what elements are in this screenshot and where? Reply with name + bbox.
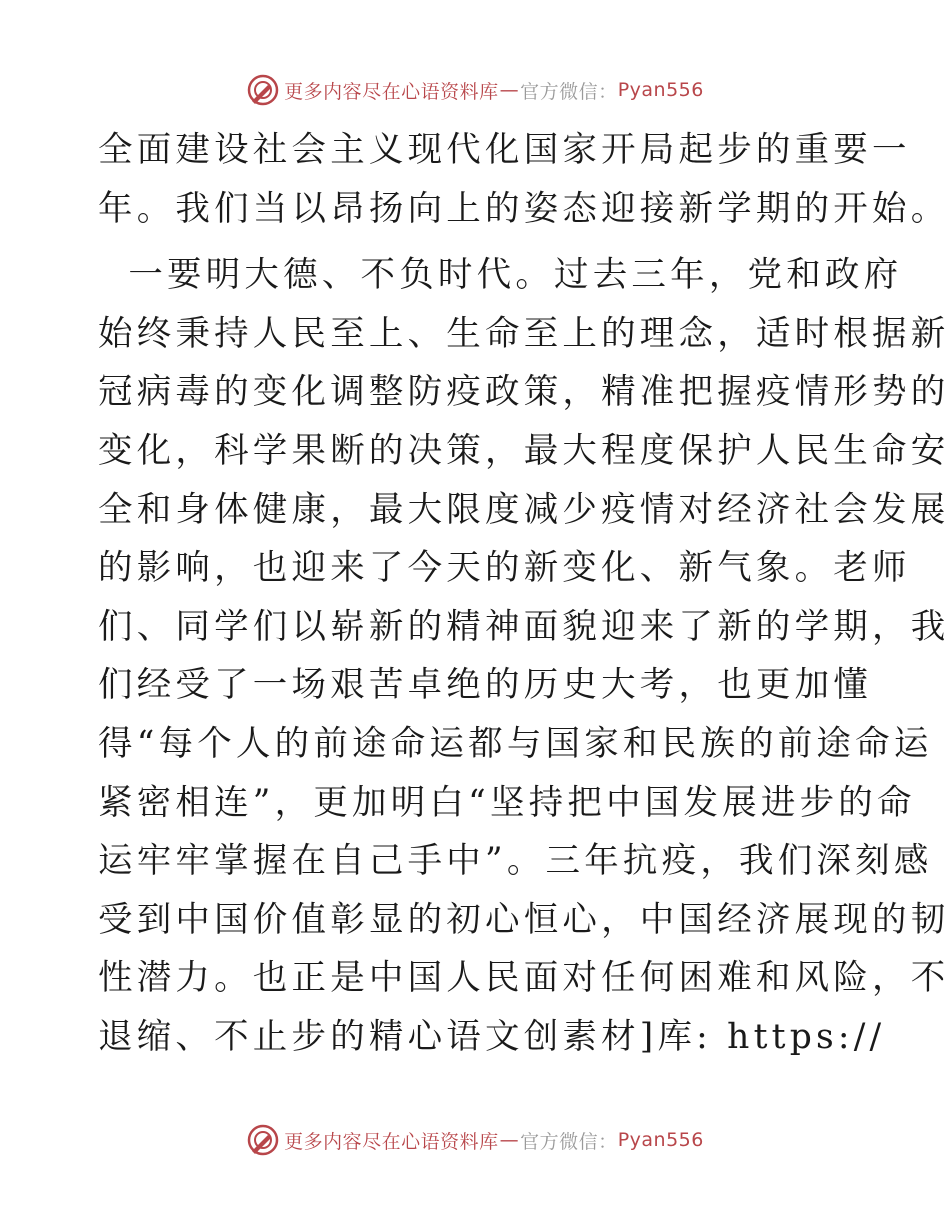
text-line: 变化，科学果断的决策，最大程度保护人民生命安 [98, 430, 950, 471]
text-line: 们、同学们以崭新的精神面貌迎来了新的学期，我 [98, 606, 950, 647]
banner-brand-text: 更多内容尽在心语资料库 [284, 1130, 499, 1153]
banner-contact-prefix: 官方微信： [520, 1130, 618, 1153]
banner-contact-id: Pyan556 [617, 79, 704, 101]
brand-logo-icon [246, 1123, 280, 1157]
text-line: 们经受了一场艰苦卓绝的历史大考，也更加懂 [98, 665, 872, 706]
text-line: 冠病毒的变化调整防疫政策，精准把握疫情形势的 [98, 372, 950, 413]
text-line: 全和身体健康，最大限度减少疫情对经济社会发展 [98, 489, 950, 530]
banner-brand-text: 更多内容尽在心语资料库 [284, 80, 499, 103]
header-watermark [0, 70, 950, 110]
banner-dash: — [499, 79, 520, 101]
text-line: 始终秉持人民至上、生命至上的理念，适时根据新 [98, 313, 950, 354]
text-line: 运牢牢掌握在自己手中”。三年抗疫，我们深刻感 [98, 841, 933, 882]
text-line: 退缩、不止步的精心语文创素材]库: https:// [98, 1016, 886, 1057]
text-line: 年。我们当以昂扬向上的姿态迎接新学期的开始。 [98, 188, 950, 229]
document-body [98, 121, 950, 1067]
text-line: 受到中国价值彰显的初心恒心，中国经济展现的韧 [98, 899, 950, 940]
paragraph [98, 246, 950, 1066]
banner-contact-prefix: 官方微信： [520, 80, 618, 103]
text-line: 紧密相连”，更加明白“坚持把中国发展进步的命 [98, 782, 916, 823]
paragraph [98, 121, 950, 238]
brand-logo-icon [246, 73, 280, 107]
text-line: 的影响，也迎来了今天的新变化、新气象。老师 [98, 548, 911, 589]
text-line: 一要明大德、不负时代。过去三年，党和政府 [98, 255, 903, 296]
footer-watermark [0, 1120, 950, 1160]
banner-contact-id: Pyan556 [617, 1129, 704, 1151]
text-line: 性潜力。也正是中国人民面对任何困难和风险，不 [98, 958, 950, 999]
banner-dash: — [499, 1129, 520, 1151]
text-line: 全面建设社会主义现代化国家开局起步的重要一 [98, 130, 911, 170]
text-line: 得“每个人的前途命运都与国家和民族的前途命运 [98, 723, 933, 764]
